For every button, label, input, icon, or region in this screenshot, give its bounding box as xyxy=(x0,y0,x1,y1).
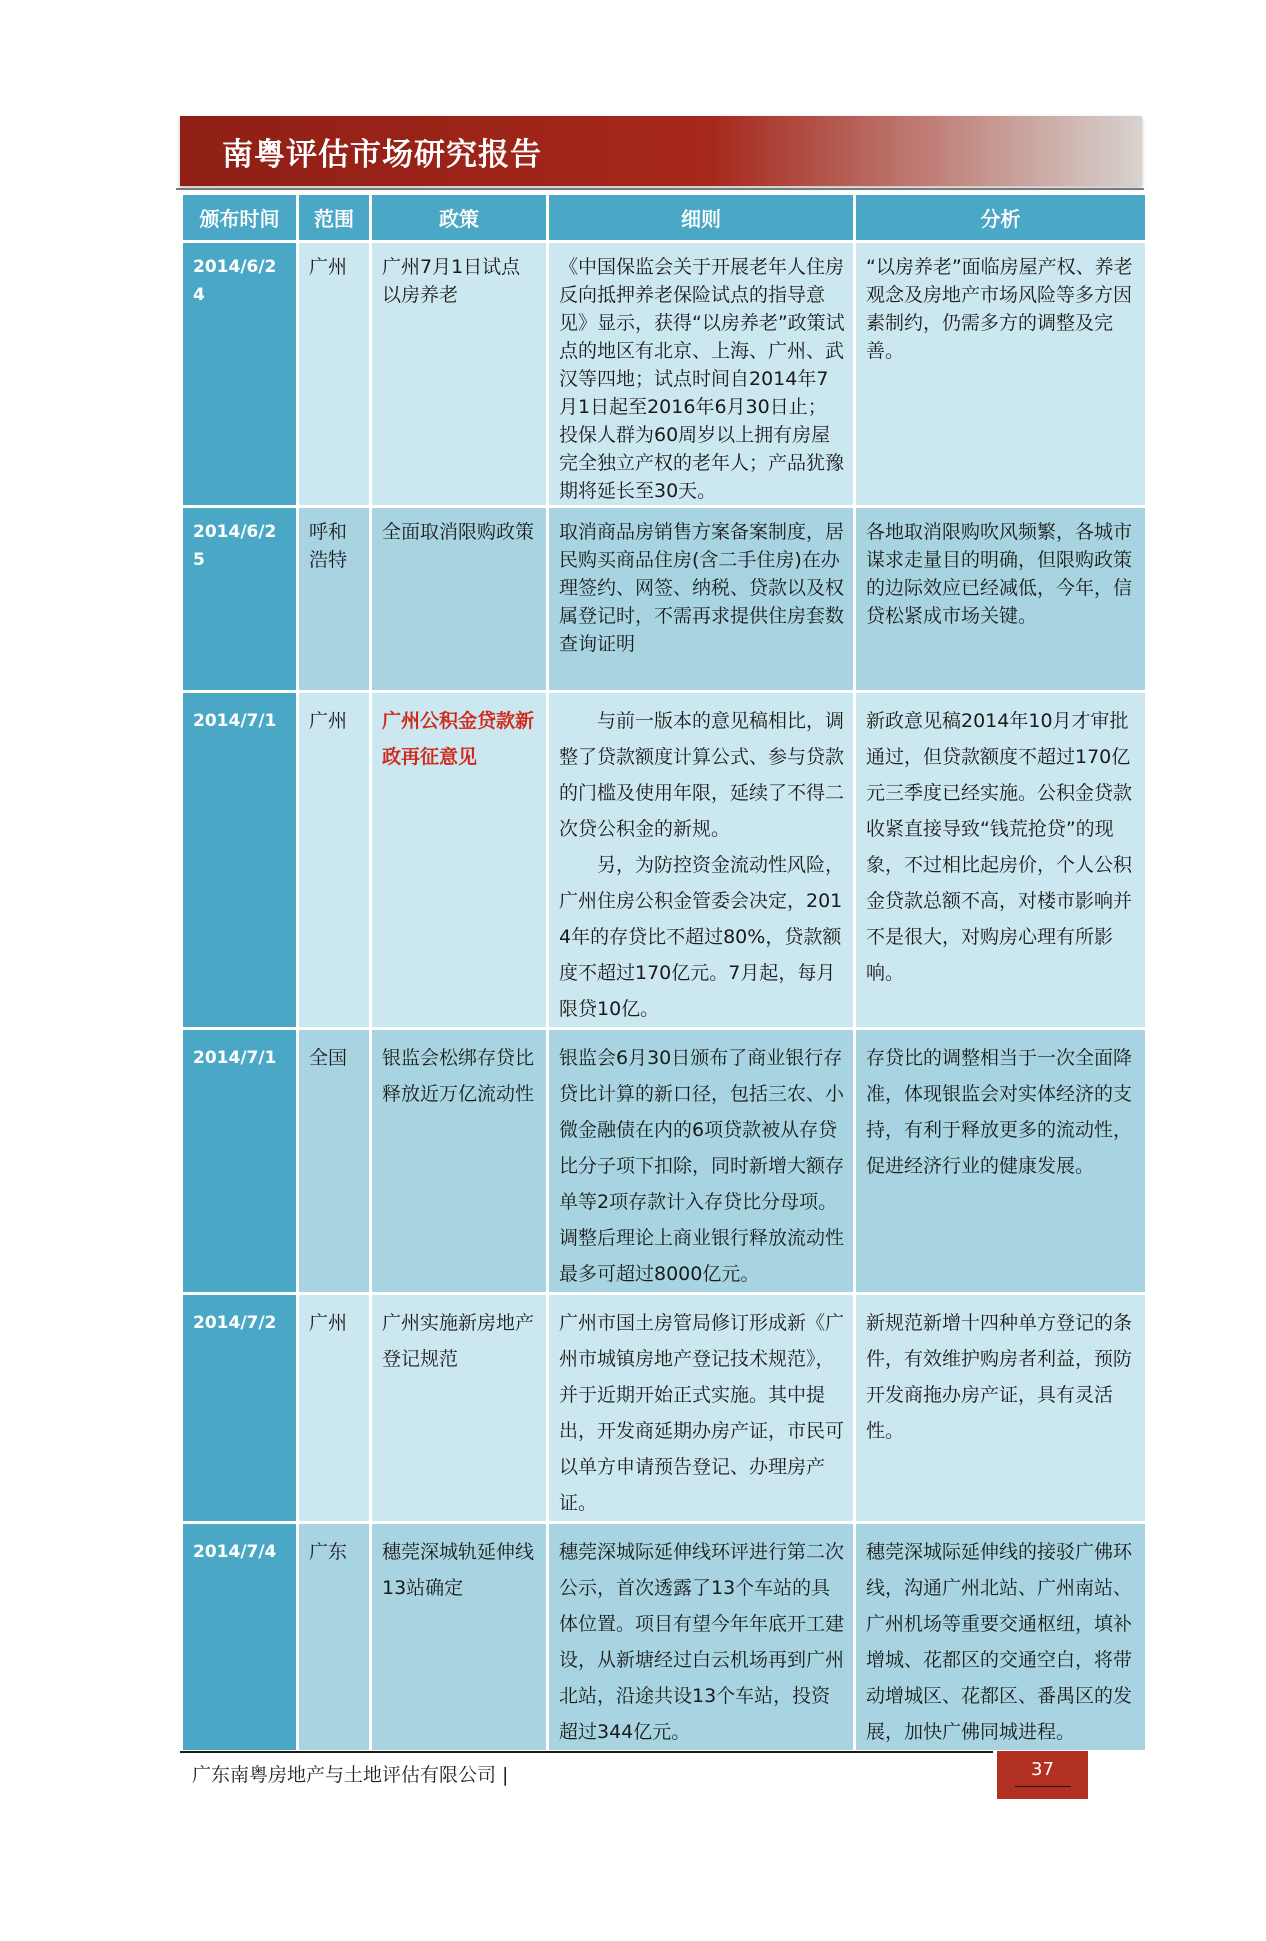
row-policy: 广州7月1日试点以房养老 xyxy=(372,243,546,505)
row-date: 2014/7/4 xyxy=(183,1524,296,1750)
row-analysis: 存贷比的调整相当于一次全面降准，体现银监会对实体经济的支持，有利于释放更多的流动性，促进经济行业的健康发展。 xyxy=(856,1030,1145,1292)
table-row xyxy=(183,243,1145,505)
details-paragraph: 穗莞深城际延伸线环评进行第二次公示，首次透露了13个车站的具体位置。项目有望今年年底开工建设，从新塘经过白云机场再到广州北站，沿途共设13个车站，投资超过344亿元。 xyxy=(559,1541,845,1743)
row-details xyxy=(549,693,853,1027)
row-analysis: 各地取消限购吹风频繁，各城市谋求走量目的明确，但限购政策的边际效应已经减低，今年，信贷松紧成市场关键。 xyxy=(856,508,1145,690)
row-analysis: 穗莞深城际延伸线的接驳广佛环线，沟通广州北站、广州南站、广州机场等重要交通枢纽，填补增城、花都区的交通空白，将带动增城区、花都区、番禺区的发展，加快广佛同城进程。 xyxy=(856,1524,1145,1750)
row-analysis: 新政意见稿2014年10月才审批通过，但贷款额度不超过170亿元三季度已经实施。公积金贷款收紧直接导致“钱荒抢贷”的现象，不过相比起房价，个人公积金贷款总额不高，对楼市影响并不是很大，对购房心理有所影响。 xyxy=(856,693,1145,1027)
row-scope: 广州 xyxy=(299,243,369,505)
header-date: 颁布时间 xyxy=(183,195,296,240)
header-scope: 范围 xyxy=(299,195,369,240)
row-scope: 呼和浩特 xyxy=(299,508,369,690)
row-details xyxy=(549,1030,853,1292)
header-rule xyxy=(176,188,1144,190)
details-paragraph: 另，为防控资金流动性风险，广州住房公积金管委会决定，2014年的存贷比不超过80%，贷款额度不超过170亿元。7月起，每月限贷10亿。 xyxy=(559,854,845,1020)
details-paragraph: 与前一版本的意见稿相比，调整了贷款额度计算公式、参与贷款的门槛及使用年限，延续了不得二次贷公积金的新规。 xyxy=(559,710,845,840)
table-row xyxy=(183,1030,1145,1292)
row-policy: 银监会松绑存贷比 释放近万亿流动性 xyxy=(372,1030,546,1292)
row-date: 2014/7/1 xyxy=(183,693,296,1027)
table-row xyxy=(183,1524,1145,1750)
table-row xyxy=(183,693,1145,1027)
row-policy xyxy=(372,693,546,1027)
row-scope: 广州 xyxy=(299,1295,369,1521)
policy-table xyxy=(180,192,1148,1753)
header-details: 细则 xyxy=(549,195,853,240)
row-date: 2014/7/1 xyxy=(183,1030,296,1292)
row-policy: 全面取消限购政策 xyxy=(372,508,546,690)
row-details xyxy=(549,508,853,690)
row-details xyxy=(549,1524,853,1750)
row-details xyxy=(549,243,853,505)
row-scope: 广东 xyxy=(299,1524,369,1750)
row-policy: 穗莞深城轨延伸线13站确定 xyxy=(372,1524,546,1750)
row-date: 2014/7/2 xyxy=(183,1295,296,1521)
row-date: 2014/6/25 xyxy=(183,508,296,690)
header-analysis: 分析 xyxy=(856,195,1145,240)
row-policy: 广州实施新房地产登记规范 xyxy=(372,1295,546,1521)
details-paragraph: 广州市国土房管局修订形成新《广州市城镇房地产登记技术规范》，并于近期开始正式实施。其中提出，开发商延期办房产证，市民可以单方申请预告登记、办理房产证。 xyxy=(559,1312,845,1514)
table-row xyxy=(183,1295,1145,1521)
row-scope: 广州 xyxy=(299,693,369,1027)
details-paragraph: 取消商品房销售方案备案制度，居民购买商品住房(含二手住房)在办理签约、网签、纳税、贷款以及权属登记时，不需再求提供住房套数查询证明 xyxy=(559,521,845,655)
details-paragraph: 银监会6月30日颁布了商业银行存贷比计算的新口径，包括三农、小微金融债在内的6项贷款被从存贷比分子项下扣除，同时新增大额存单等2项存款计入存贷比分母项。调整后理论上商业银行释放流动性最多可超过8000亿元。 xyxy=(559,1047,845,1285)
row-analysis: “以房养老”面临房屋产权、养老观念及房地产市场风险等多方因素制约，仍需多方的调整及完善。 xyxy=(856,243,1145,505)
table-row xyxy=(183,508,1145,690)
page-number: 37 xyxy=(1031,1759,1054,1780)
page-number-underline xyxy=(1015,1786,1071,1787)
footer-rule xyxy=(180,1751,993,1753)
footer-company: 广东南粤房地产与土地评估有限公司 | xyxy=(192,1764,509,1786)
row-analysis: 新规范新增十四种单方登记的条件，有效维护购房者利益，预防开发商拖办房产证，具有灵活性。 xyxy=(856,1295,1145,1521)
header-policy: 政策 xyxy=(372,195,546,240)
page-number-box xyxy=(997,1751,1088,1799)
row-date: 2014/6/24 xyxy=(183,243,296,505)
row-scope: 全国 xyxy=(299,1030,369,1292)
report-banner xyxy=(180,116,1142,186)
table-header-row xyxy=(183,195,1145,240)
details-paragraph: 《中国保监会关于开展老年人住房反向抵押养老保险试点的指导意见》显示，获得“以房养老”政策试点的地区有北京、上海、广州、武汉等四地；试点时间自2014年7月1日起至2016年6月30日止；投保人群为60周岁以上拥有房屋完全独立产权的老年人；产品犹豫期将延长至30天。 xyxy=(559,256,845,502)
report-title: 南粤评估市场研究报告 xyxy=(222,137,542,173)
row-details xyxy=(549,1295,853,1521)
highlighted-policy: 广州公积金贷款新政再征意见 xyxy=(382,710,535,768)
